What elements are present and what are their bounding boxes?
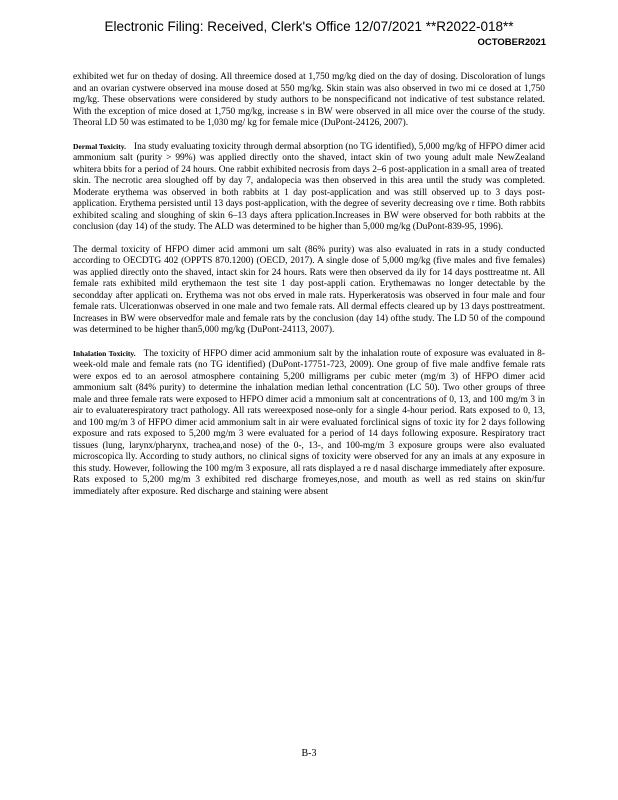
paragraph-text: The dermal toxicity of HFPO dimer acid ammoni um salt (86% purity) was also evaluated in rats in a study conducted according to OECDTG 402 (OPPTS 870.1200) (OECD, 2017). A single dose of 5,000 mg/kg (five males and five females) was applied directly onto the shaved, intact skin for 24 hours. Rats were then observed da ily for 14 days posttreatme nt. All female rats exhibited mild erythemaon the test site 1 day post-appli cation. Erythemawas no longer detectable by the secondday after applicati on. Erythema was not obs erved in male rats. Hyperkeratosis was observed in four male and four female rats. Ulcerationwas observed in one male and two female rats. All dermal effects cleared up by 13 days posttreatment. Increases in BW were observedfor male and female rats by the conclusion (day 14) ofthe study. The LD 50 of the compound was determined to be higher than5,000 mg/kg (DuPont-24113, 2007).	[73, 244, 545, 335]
page-number: B-3	[301, 748, 317, 759]
section-heading-inhalation-toxicity: Inhalation Toxicity.	[73, 348, 136, 358]
filing-stamp-title: Electronic Filing: Received, Clerk's Office 12/07/2021 **R2022-018**	[104, 19, 514, 34]
paragraph-inhalation-toxicity	[73, 348, 545, 499]
section-heading-dermal-toxicity: Dermal Toxicity.	[73, 141, 126, 151]
paragraph-text: The toxicity of HFPO dimer acid ammonium salt by the inhalation route of exposure was evaluated in 8-week-old male and female rats (no TG identified) (DuPont-17751-723, 2009). One group of five male andfive female rats were expos ed to an aerosol atmosphere containing 5,200 milligrams per cubic meter (mg/m 3) of HFPO dimer acid ammonium salt (84% purity) to determine the inhalation median lethal concentration (LC 50). Two other groups of three male and three female rats were exposed to HFPO dimer acid a mmonium salt at concentrations of 0, 13, and 100 mg/m 3 in air to evaluaterespiratory tract pathology. All rats wereexposed nose-only for a single 4-hour period. Rats exposed to 0, 13, and 100 mg/m 3 of HFPO dimer acid ammonium salt in air were evaluated forclinical signs of toxic ity for 2 days following exposure and rats exposed to 5,200 mg/m 3 were evaluated for a period of 14 days following exposure. Respiratory tract tissues (lung, larynx/pharynx, trachea,and nose) of the 0-, 13-, and 100-mg/m 3 exposure groups were also evaluated microscopica lly. According to study authors, no clinical signs of toxicity were observed for any an imals at any exposure in this study. However, following the 100 mg/m 3 exposure, all rats displayed a re d nasal discharge immediately after exposure. Rats exposed to 5,200 mg/m 3 exhibited red discharge fromeyes,nose, and mouth as well as red stains on skin/fur immediately after exposure. Red discharge and staining were absent	[73, 348, 545, 497]
document-body	[73, 72, 545, 509]
paragraph-text: Ina study evaluating toxicity through dermal absorption (no TG identified), 5,000 mg/kg of HFPO dimer acid ammonium salt (purity > 99%) was applied directly onto the shaved, intact skin of two young adult male NewZealand whitera bbits for a period of 24 hours. One rabbit exhibited necrosis from days 2–6 post-application in a small area of treated skin. The necrotic area sloughed off by day 7, andalopecia was then observed in this area until the study was completed. Moderate erythema was observed in both rabbits at 1 day post-application and was still observed up to 3 days post-application. Erythema persisted until 13 days post-application, with the degree of severity decreasing ove r time. Both rabbits exhibited scaling and sloughing of skin 6–13 days aftera pplication.Increases in BW were observed for both rabbits at the conclusion (day 14) of the study. The ALD was determined to be higher than 5,000 mg/kg (DuPont-839-95, 1996).	[73, 141, 545, 232]
paragraph-oral-toxicity-continued	[73, 72, 545, 130]
paragraph-dermal-toxicity-rat	[73, 245, 545, 337]
paragraph-dermal-toxicity-rabbit	[73, 141, 545, 234]
report-date: OCTOBER2021	[477, 37, 546, 48]
paragraph-text: exhibited wet fur on theday of dosing. All threemice dosed at 1,750 mg/kg died on the day of dosing. Discoloration of lungs and an ovarian cystwere observed ina mouse dosed at 550 mg/kg. Skin stain was also observed in two mi ce dosed at 1,750 mg/kg. These observations were considered by study authors to be nonspecificand not indicative of test substance related. With the exception of mice dosed at 1,750 mg/kg, increase s in BW were observed in all mice over the course of the study. Theoral LD 50 was estimated to be 1,030 mg/ kg for female mice (DuPont-24126, 2007).	[73, 72, 545, 128]
